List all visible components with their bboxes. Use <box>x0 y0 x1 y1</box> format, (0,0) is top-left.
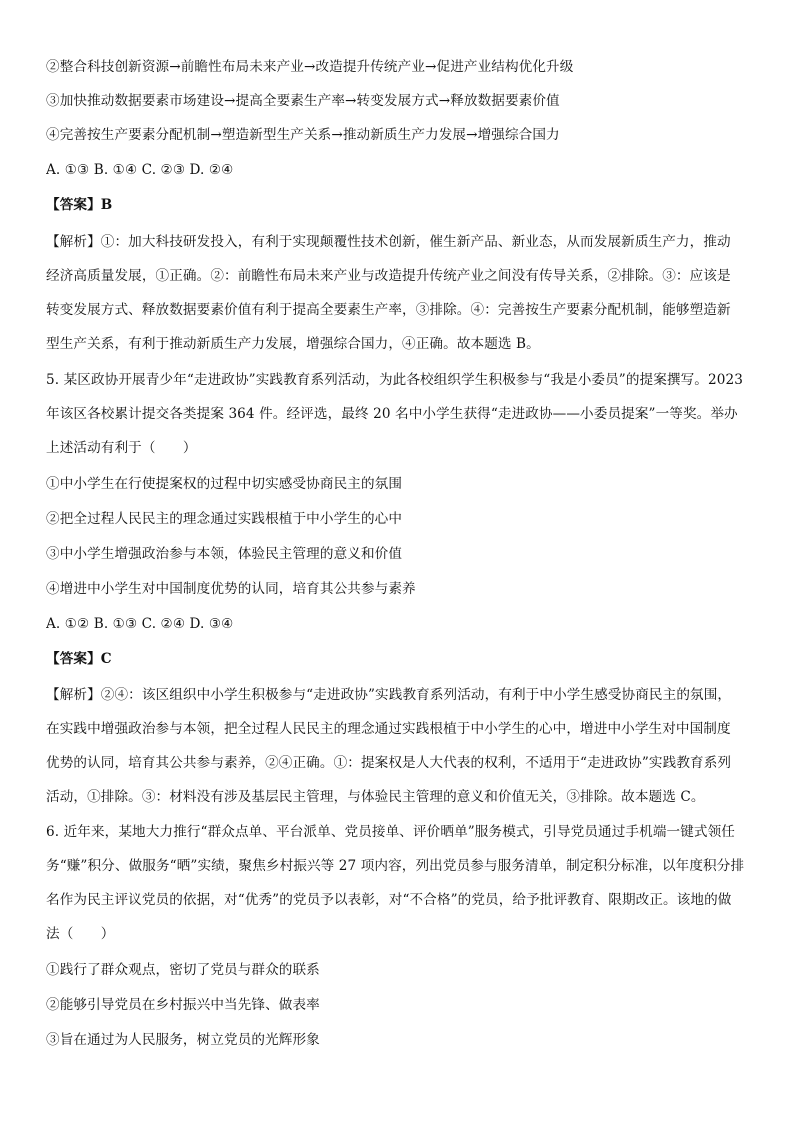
q4-analysis-line: 经济高质量发展，①正确。②：前瞻性布局未来产业与改造提升传统产业之间没有传导关系，②排除。③：应该是 <box>46 268 731 284</box>
q6-stem-line: 务“赚”积分、做服务“晒”实绩，聚焦乡村振兴等 27 项内容，列出党员参与服务清单，制定积分标准，以年度积分排 <box>46 858 745 874</box>
q4-analysis-line: 转变发展方式、释放数据要素价值有利于提高全要素生产率，③排除。④：完善按生产要素分配机制，能够塑造新 <box>46 302 731 318</box>
q6-stem-line: 6. 近年来，某地大力推行“群众点单、平台派单、党员接单、评价晒单”服务模式，引导党员通过手机端一键式领任 <box>46 824 735 840</box>
q5-option-2: ②把全过程人民民主的理念通过实践根植于中小学生的心中 <box>46 511 403 527</box>
q4-option-3: ③加快推动数据要素市场建设→提高全要素生产率→转变发展方式→释放数据要素价值 <box>46 93 560 109</box>
q5-option-3: ③中小学生增强政治参与本领，体验民主管理的意义和价值 <box>46 546 403 562</box>
q5-option-1: ①中小学生在行使提案权的过程中切实感受协商民主的氛围 <box>46 476 403 492</box>
q5-stem-line: 上述活动有利于（ ） <box>46 440 197 456</box>
q4-option-4: ④完善按生产要素分配机制→塑造新型生产关系→推动新质生产力发展→增强综合国力 <box>46 127 560 143</box>
q5-analysis-line: 活动，①排除。③：材料没有涉及基层民主管理，与体验民主管理的意义和价值无关，③排除。故本题选 C。 <box>46 789 705 805</box>
q4-analysis-line: 型生产关系，有利于推动新质生产力发展，增强综合国力，④正确。故本题选 B。 <box>46 336 540 352</box>
q6-stem-line: 名作为民主评议党员的依据，对“优秀”的党员予以表彰，对“不合格”的党员，给予批评教育、限期改正。该地的做 <box>46 892 732 908</box>
q5-answer: 【答案】C <box>46 651 112 667</box>
q5-stem-line: 5. 某区政协开展青少年“走进政协”实践教育系列活动，为此各校组织学生积极参与“我是小委员”的提案撰写。2023 <box>46 372 743 388</box>
q6-option-3: ③旨在通过为人民服务，树立党员的光辉形象 <box>46 1032 320 1048</box>
q5-analysis-line: 优势的认同，培育其公共参与素养，②④正确。①：提案权是人大代表的权利，不适用于“走进政协”实践教育系列 <box>46 755 732 771</box>
q5-analysis-line: 【解析】②④：该区组织中小学生积极参与“走进政协”实践教育系列活动，有利于中小学生感受协商民主的氛围， <box>46 687 732 703</box>
q5-analysis-line: 在实践中增强政治参与本领，把全过程人民民主的理念通过实践根植于中小学生的心中，增进中小学生对中国制度 <box>46 721 731 737</box>
q5-option-4: ④增进中小学生对中国制度优势的认同，培育其公共参与素养 <box>46 581 416 597</box>
q4-option-2: ②整合科技创新资源→前瞻性布局未来产业→改造提升传统产业→促进产业结构优化升级 <box>46 59 574 75</box>
q5-choices: A. ①② B. ①③ C. ②④ D. ③④ <box>46 616 234 632</box>
q6-stem-line: 法（ ） <box>46 926 115 942</box>
q4-answer: 【答案】B <box>46 197 113 213</box>
q6-option-1: ①践行了群众观点，密切了党员与群众的联系 <box>46 962 320 978</box>
q4-choices: A. ①③ B. ①④ C. ②③ D. ②④ <box>46 162 234 178</box>
q6-option-2: ②能够引导党员在乡村振兴中当先锋、做表率 <box>46 997 320 1013</box>
q4-analysis-line: 【解析】①：加大科技研发投入，有利于实现颠覆性技术创新，催生新产品、新业态，从而发展新质生产力，推动 <box>46 234 731 250</box>
q5-stem-line: 年该区各校累计提交各类提案 364 件。经评选，最终 20 名中小学生获得“走进政协——小委员提案”一等奖。举办 <box>46 406 738 422</box>
